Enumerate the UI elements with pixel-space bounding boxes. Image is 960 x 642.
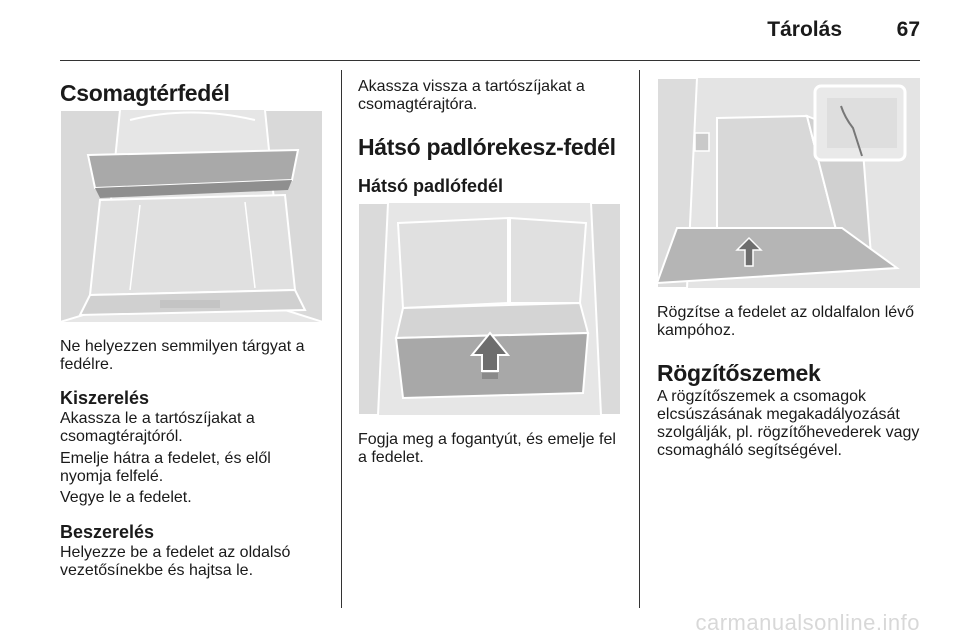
installation-step-1: Helyezze be a fedelet az oldalsó vezetősínekbe és hajtsa le. <box>60 544 291 579</box>
lashing-eyes-body: A rögzítőszemek a csomagok elcsúszásának megakadályozását szolgálják, pl. rögzítőhevederek vagy csomagháló segítségével. <box>657 388 920 459</box>
figure-load-cover <box>60 110 323 322</box>
heading-removal: Kiszerelés <box>60 388 150 408</box>
running-header-section: Tárolás <box>767 18 842 41</box>
caption-rear-floor-cover: Fogja meg a fogantyút, és emelje fel a fedelet. <box>358 431 616 466</box>
removal-step-2: Emelje hátra a fedelet, és elől nyomja felfelé. <box>60 450 271 485</box>
figure-rear-floor-cover <box>358 203 621 415</box>
subheading-rear-floor-lid: Hátsó padlófedél <box>358 176 504 196</box>
heading-lashing-eyes: Rögzítőszemek <box>657 360 821 386</box>
column-divider-2 <box>639 70 640 608</box>
caption-load-cover: Ne helyezzen semmilyen tárgyat a fedélre. <box>60 338 305 373</box>
figure-cover-hook <box>657 78 920 288</box>
heading-installation: Beszerelés <box>60 522 155 542</box>
header-rule <box>60 60 920 61</box>
column-divider-1 <box>341 70 342 608</box>
heading-rear-floor-cover: Hátsó padlórekesz-fedél <box>358 134 616 160</box>
heading-load-cover: Csomagtérfedél <box>60 80 230 106</box>
page-number: 67 <box>896 18 920 41</box>
removal-step-1: Akassza le a tartószíjakat a csomagtérajtóról. <box>60 410 255 445</box>
watermark: carmanualsonline.info <box>695 610 920 635</box>
rehook-straps-text: Akassza vissza a tartószíjakat a csomagtérajtóra. <box>358 78 585 113</box>
removal-step-3: Vegye le a fedelet. <box>60 489 192 506</box>
caption-cover-hook: Rögzítse a fedelet az oldalfalon lévő kampóhoz. <box>657 304 915 339</box>
